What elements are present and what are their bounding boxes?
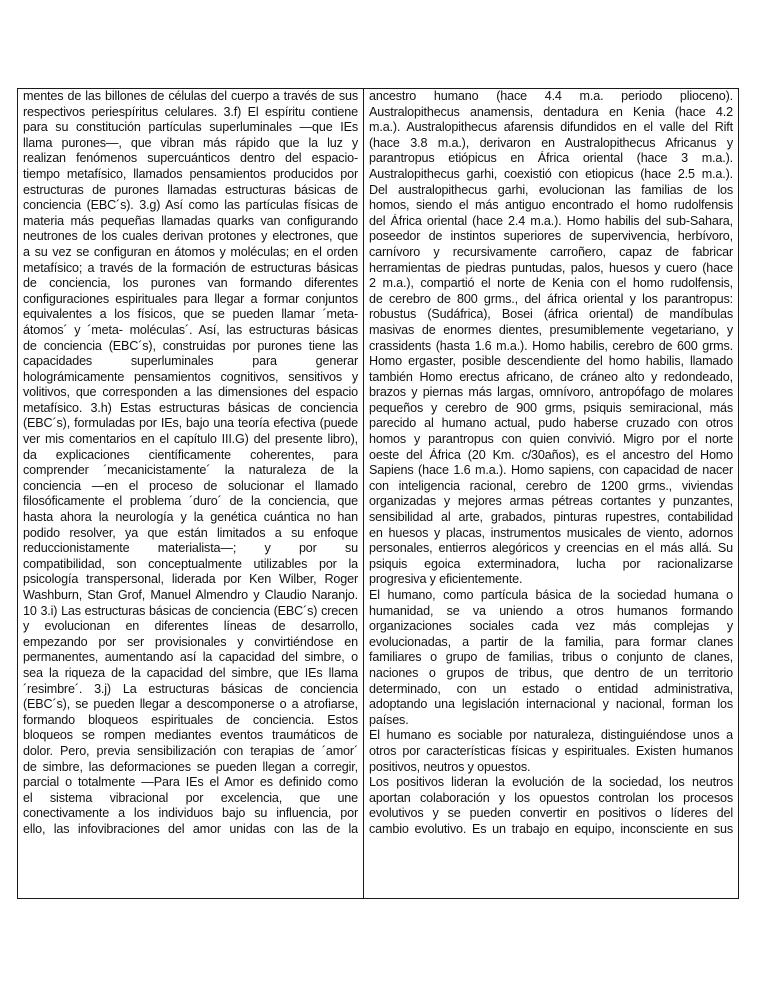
text-line: configuraciones espirituales para llegar a formar conjuntos bbox=[23, 291, 358, 306]
text-line: crassidents (hasta 1.6 m.a.). Homo habilis, cerebro de 600 grms. bbox=[369, 338, 733, 353]
text-line: holográmicamente pensamientos cognitivos, sensitivos y bbox=[23, 369, 358, 384]
text-line: ver mis comentarios en el capítulo III.G) del presente libro), bbox=[23, 432, 358, 447]
text-line: ello, las infovibraciones del amor unidas con las de la bbox=[23, 821, 358, 836]
text-line: compatibilidad, son conceptualmente utilizables por la bbox=[23, 556, 358, 571]
text-line: de conciencia, los purones van formando diferentes bbox=[23, 276, 358, 291]
text-line: adoptando una legislación internacional y nacional, forman los bbox=[369, 697, 733, 712]
two-column-text-table bbox=[17, 88, 739, 899]
text-line: tiempo metafísico, llamados pensamientos producidos por bbox=[23, 166, 358, 181]
text-line: evolutivos y se pueden convertir en positivos o líderes del bbox=[369, 806, 733, 821]
text-line: ancestro humano (hace 4.4 m.a. periodo plioceno). bbox=[369, 89, 733, 103]
text-line: sea la riqueza de la capacidad del simbre, que IEs llama bbox=[23, 665, 358, 680]
text-line: estructuras de purones llamadas estructuras básicas de bbox=[23, 182, 358, 197]
text-line: positivos, neutros y opuestos. bbox=[369, 759, 531, 774]
text-line: da explicaciones científicamente coherentes, para bbox=[23, 447, 358, 462]
text-line: Washburn, Stan Grof, Manuel Almendro y Claudio Naranjo. bbox=[23, 588, 358, 602]
text-line: comprender ´mecanicistamente´ la naturaleza de la bbox=[23, 463, 358, 478]
text-line: filosóficamente el problema ´duro´ de la conciencia, que bbox=[23, 494, 358, 509]
text-line: neutrones de los cuales derivan protones y electrones, que bbox=[23, 229, 358, 244]
text-line: metafísico. 3.h) Estas estructuras básicas de conciencia bbox=[23, 400, 358, 415]
text-line: 10 3.i) Las estructuras básicas de conciencia (EBC´s) crecen bbox=[23, 603, 358, 618]
text-line: herramientas de piedras puntudas, palos, huesos y cuero (hace bbox=[369, 260, 733, 275]
text-line: realizan fenómenos supercuánticos dentro del espacio- bbox=[23, 151, 358, 166]
text-line: carnívoro y recursivamente carroñero, capaz de fabricar bbox=[369, 244, 733, 259]
text-line: humanidad, se va uniendo a otros humanos formando bbox=[369, 603, 733, 618]
text-line: determinado, con un estado o entidad administrativa, bbox=[369, 681, 733, 696]
text-line: pequeños y cerebro de 900 grms, psiquis semiracional, más bbox=[369, 400, 733, 415]
text-line: (hace 3.8 m.a.), derivaron en Australopithecus Africanus y bbox=[369, 135, 733, 150]
text-line: Australopithecus garhi, coexistió con etiopicus (hace 2.5 m.a.). bbox=[369, 166, 733, 181]
text-line: Del australopithecus garhi, evolucionan las familias de los bbox=[369, 182, 733, 197]
text-line: El humano, como partícula básica de la sociedad humana o bbox=[369, 588, 733, 602]
text-line: conciencia (EBC´s). 3.g) Así como las partículas físicas de bbox=[23, 198, 358, 213]
text-line: llama purones—, que vibran más rápido que la luz y bbox=[23, 135, 358, 150]
text-line: de conciencia (EBC´s), construidas por purones tiene las bbox=[23, 338, 358, 353]
text-line: átomos´ y ´meta- moléculas´. Así, las estructuras básicas bbox=[23, 322, 358, 337]
text-line: naciones o grupos de tribus, que dentro de un territorio bbox=[369, 665, 733, 680]
text-line: dolor. Pero, previa sensibilización con terapias de ´amor´ bbox=[23, 743, 358, 758]
text-line: Homo ergaster, posible descendiente del homo habilis, llamado bbox=[369, 354, 733, 369]
text-line: poseedor de instintos superiores de supervivencia, herbívoro, bbox=[369, 229, 733, 244]
text-line: aportan colaboración y los opuestos controlan los procesos bbox=[369, 790, 733, 805]
text-line: bloqueos se rompen mediantes eventos traumáticos de bbox=[23, 728, 358, 743]
text-line: homos y parantropus con quien convivió. Migro por el norte bbox=[369, 432, 733, 447]
text-line: 2 m.a.), compartió el norte de Kenia con el homo rudolfensis, bbox=[369, 276, 733, 291]
text-line: podido resolver, ya que están limitados a su enfoque bbox=[23, 525, 358, 540]
text-line: personales, entierros alegóricos y creencias en el más allá. Su bbox=[369, 541, 733, 556]
text-line: en huesos y placas, instrumentos musicales de viento, adornos bbox=[369, 525, 733, 540]
text-line: permanentes, aumentando así la capacidad del simbre, o bbox=[23, 650, 358, 665]
text-line: de simbre, las deformaciones se pueden llegan a corregir, bbox=[23, 759, 358, 774]
text-line: robustus (Sudáfrica), Bosei (áfrica oriental) de mandíbulas bbox=[369, 307, 733, 322]
text-line: capacidades superluminales para generar bbox=[23, 354, 358, 369]
text-line: progresiva y eficientemente. bbox=[369, 572, 523, 587]
text-line: formando bloqueos espirituales de conciencia. Estos bbox=[23, 712, 358, 727]
text-line: organizaciones sociales cada vez más complejas y bbox=[369, 619, 733, 634]
text-line: oeste del África (20 Km. c/30años), es el ancestro del Homo bbox=[369, 447, 733, 462]
text-line: países. bbox=[369, 712, 409, 727]
text-line: materia más pequeñas llamadas quarks van configurando bbox=[23, 213, 358, 228]
text-line: parantropus etiópicus en África oriental (hace 3 m.a.). bbox=[369, 151, 733, 166]
text-line: y evolucionan en diferentes líneas de desarrollo, bbox=[23, 619, 358, 634]
text-line: (EBC´s), se pueden llegar a descomponerse o a atrofiarse, bbox=[23, 697, 358, 712]
text-line: El humano es sociable por naturaleza, distinguiéndose unos a bbox=[369, 728, 733, 743]
text-line: Australopithecus anamensis, dentadura en Kenia (hace 4.2 bbox=[369, 104, 733, 119]
text-line: Los positivos lideran la evolución de la sociedad, los neutros bbox=[369, 775, 733, 790]
text-line: equivalentes a los físicos, que se pueden llamar ´meta- bbox=[23, 307, 358, 322]
text-line: parecido al humano actual, pudo haberse cruzado con otros bbox=[369, 416, 733, 431]
text-line: m.a.). Australopithecus afarensis difundidos en el valle del Rift bbox=[369, 120, 733, 135]
text-line: homos, siendo el más antiguo encontrado el homo rudolfensis bbox=[369, 198, 733, 213]
left-column bbox=[18, 89, 364, 898]
text-line: Sapiens (hace 1.6 m.a.). Homo sapiens, con capacidad de nacer bbox=[369, 463, 733, 478]
text-line: (EBC´s), formuladas por IEs, bajo una teoría efectiva (puede bbox=[23, 416, 358, 431]
text-line: del África oriental (hace 2.4 m.a.). Homo habilis del sub-Sahara, bbox=[369, 213, 733, 228]
text-line: respectivos periespíritus celulares. 3.f) El espíritu contiene bbox=[23, 104, 358, 119]
text-line: también Homo erectus africano, de cráneo alto y redondeado, bbox=[369, 369, 733, 384]
text-line: brazos y piernas más largas, omnívoro, antropófago de molares bbox=[369, 385, 733, 400]
text-line: con inteligencia racional, cerebro de 1200 grms., viviendas bbox=[369, 478, 733, 493]
text-line: empezando por ser provisionales y convirtiéndose en bbox=[23, 634, 358, 649]
text-line: reduccionistamente materialista—; y por su bbox=[23, 541, 358, 556]
text-line: ´resimbre´. 3.j) La estructuras básicas de conciencia bbox=[23, 681, 358, 696]
right-column bbox=[364, 89, 738, 898]
text-line: familiares o grupo de familias, tribus o conjunto de clanes, bbox=[369, 650, 733, 665]
text-line: parcial o totalmente —Para IEs el Amor es definido como bbox=[23, 775, 358, 790]
text-line: masivas de enormes dientes, presumiblemente vegetariano, y bbox=[369, 322, 733, 337]
text-line: psicología transpersonal, liderada por Ken Wilber, Roger bbox=[23, 572, 358, 587]
text-line: a su vez se configuran en átomos y moléculas; en el orden bbox=[23, 244, 358, 259]
text-line: sensibilidad al arte, grabados, pinturas rupestres, contabilidad bbox=[369, 510, 733, 525]
text-line: conectivamente a los individuos bajo su influencia, por bbox=[23, 806, 358, 821]
text-line: metafísico; a través de la formación de estructuras básicas bbox=[23, 260, 358, 275]
text-line: conciencia —en el proceso de solucionar el llamado bbox=[23, 478, 358, 493]
text-line: evolucionadas, a partir de la familia, para formar clanes bbox=[369, 634, 733, 649]
text-line: el sistema vibracional por excelencia, que une bbox=[23, 790, 358, 805]
text-line: volitivos, que corresponden a las dimensiones del espacio bbox=[23, 385, 358, 400]
text-line: para su constitución partículas superluminales —que IEs bbox=[23, 120, 358, 135]
text-line: hasta ahora la neurología y la genética cuántica no han bbox=[23, 510, 358, 525]
text-line: mentes de las billones de células del cuerpo a través de sus bbox=[23, 89, 358, 103]
text-line: cambio evolutivo. Es un trabajo en equipo, inconsciente en sus bbox=[369, 821, 733, 836]
text-line: psiquis egoica exterminadora, lucha por racionalizarse bbox=[369, 556, 733, 571]
text-line: de cerebro de 800 grms., del áfrica oriental y los parantropus: bbox=[369, 291, 733, 306]
text-line: organizadas y mejores armas pétreas cortantes y punzantes, bbox=[369, 494, 733, 509]
text-line: otros por características físicas y espirituales. Existen humanos bbox=[369, 743, 733, 758]
